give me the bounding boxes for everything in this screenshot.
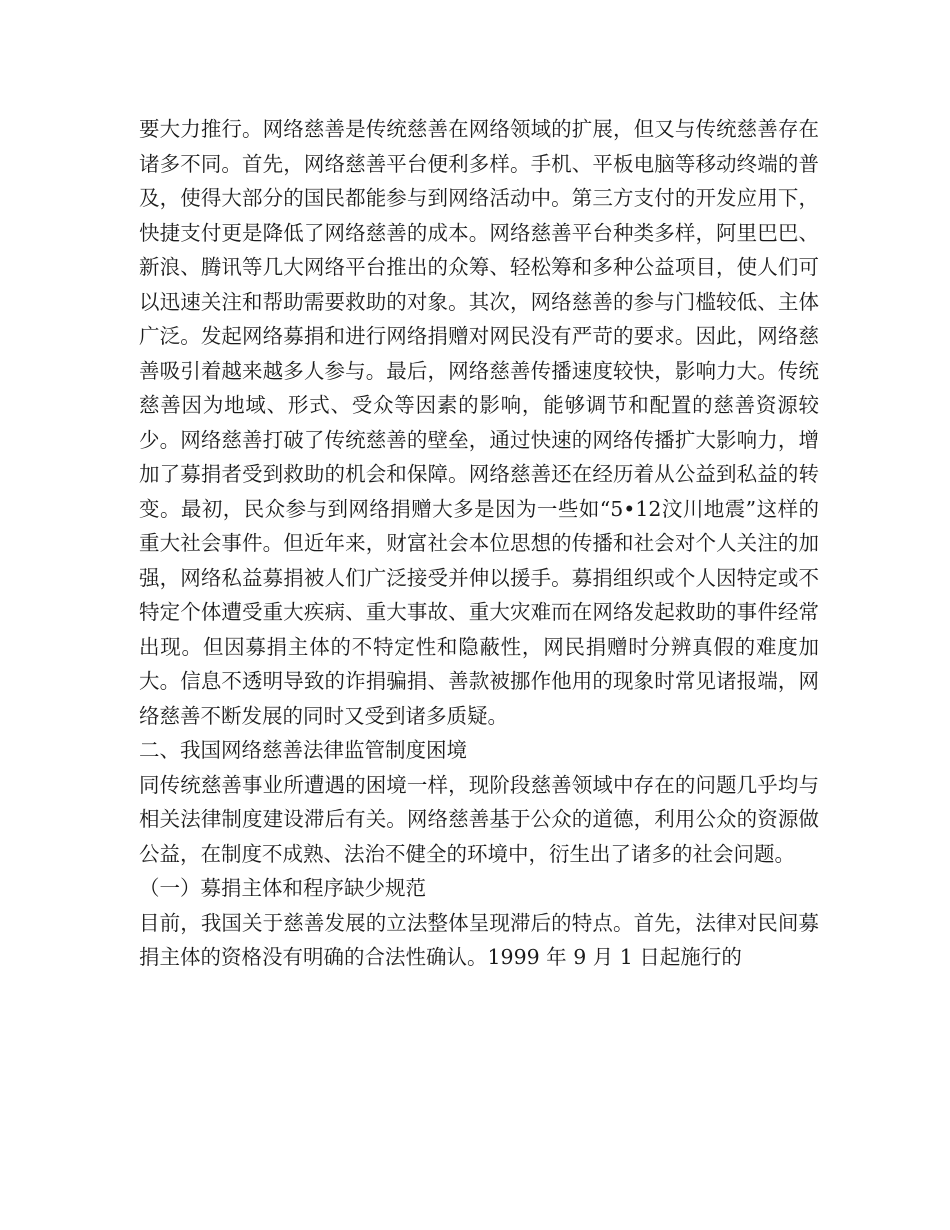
body-paragraph-legal-lag: 同传统慈善事业所遭遇的困境一样，现阶段慈善领域中存在的问题几乎均与相关法律制度建设滞后有关。网络慈善基于公众的道德，利用公众的资源做公益，在制度不成熟、法治不健全的环境中，衍生出了诸多的社会问题。 [139,772,819,866]
section-heading-regulatory-dilemma: 二、我国网络慈善法律监管制度困境 [139,738,467,762]
subsection-heading-fundraising-subjects: （一）募捐主体和程序缺少规范 [139,876,426,900]
document-page [139,112,819,975]
body-paragraph-network-charity: 要大力推行。网络慈善是传统慈善在网络领域的扩展，但又与传统慈善存在诸多不同。首先，网络慈善平台便利多样。手机、平板电脑等移动终端的普及，使得大部分的国民都能参与到网络活动中。第三方支付的开发应用下，快捷支付更是降低了网络慈善的成本。网络慈善平台种类多样，阿里巴巴、新浪、腾讯等几大网络平台推出的众筹、轻松筹和多种公益项目，使人们可以迅速关注和帮助需要救助的对象。其次，网络慈善的参与门槛较低、主体广泛。发起网络募捐和进行网络捐赠对网民没有严苛的要求。因此，网络慈善吸引着越来越多人参与。最后，网络慈善传播速度较快，影响力大。传统慈善因为地域、形式、受众等因素的影响，能够调节和配置的慈善资源较少。网络慈善打破了传统慈善的壁垒，通过快速的网络传播扩大影响力，增加了募捐者受到救助的机会和保障。网络慈善还在经历着从公益到私益的转变。最初，民众参与到网络捐赠大多是因为一些如“5•12汶川地震”这样的重大社会事件。但近年来，财富社会本位思想的传播和社会对个人关注的加强，网络私益募捐被人们广泛接受并伸以援手。募捐组织或个人因特定或不特定个体遭受重大疾病、重大事故、重大灾难而在网络发起救助的事件经常出现。但因募捐主体的不特定性和隐蔽性，网民捐赠时分辨真假的难度加大。信息不透明导致的诈捐骗捐、善款被挪作他用的现象时常见诸报端，网络慈善不断发展的同时又受到诸多质疑。 [139,117,819,728]
body-paragraph-legislation: 目前，我国关于慈善发展的立法整体呈现滞后的特点。首先，法律对民间募捐主体的资格没有明确的合法性确认。1999 年 9 月 1 日起施行的 [139,910,819,969]
